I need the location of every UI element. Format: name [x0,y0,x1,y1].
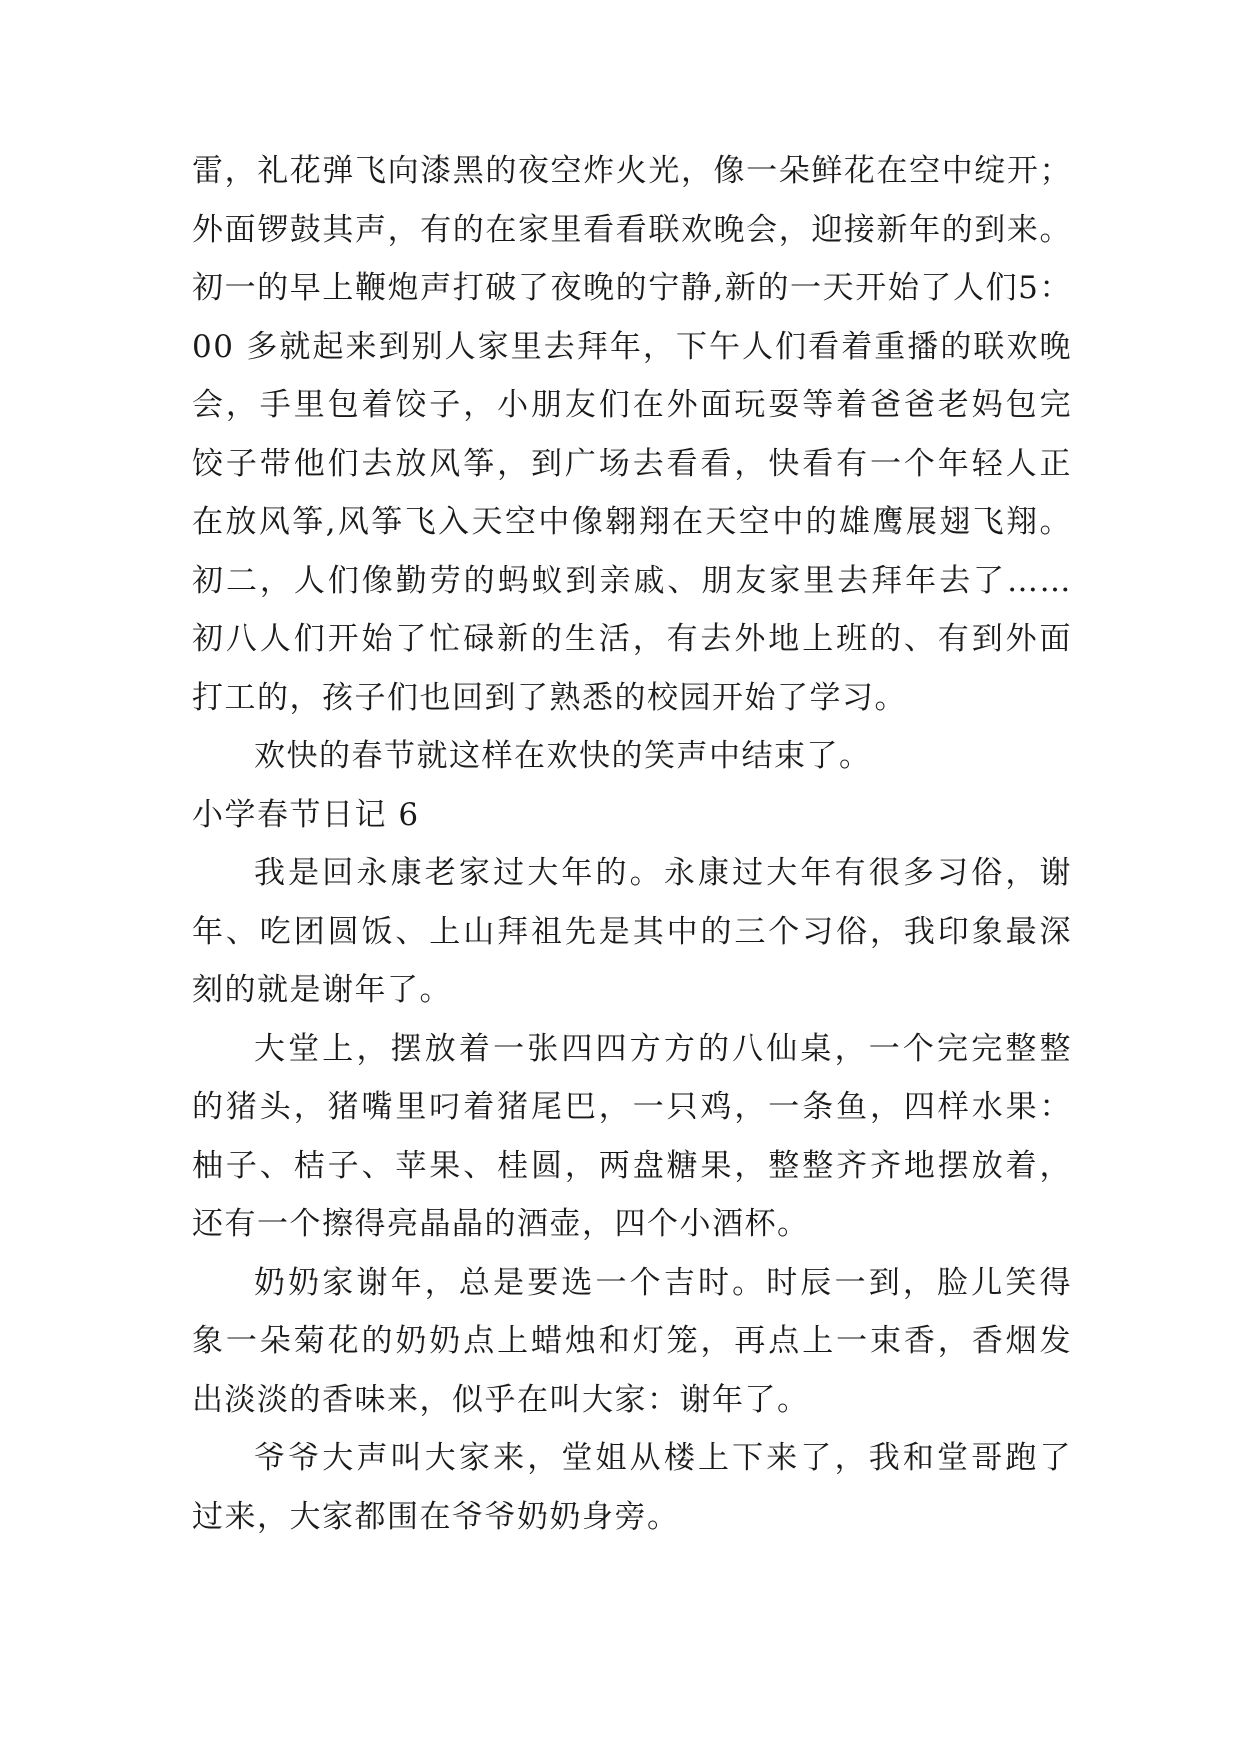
text-line: 外面锣鼓其声，有的在家里看看联欢晚会，迎接新年的到来。 [192,211,1072,248]
text-line: 奶奶家谢年，总是要选一个吉时。时辰一到，脸儿笑得 [254,1264,1072,1301]
text-line: 的猪头，猪嘴里叼着猪尾巴，一只鸡，一条鱼，四样水果： [192,1089,1072,1125]
text-line: 小学春节日记 6 [192,796,420,833]
text-line: 初八人们开始了忙碌新的生活，有去外地上班的、有到外面 [192,621,1072,657]
text-line: 柚子、桔子、苹果、桂圆，两盘糖果，整整齐齐地摆放着， [192,1147,1072,1184]
text-line: 我是回永康老家过大年的。永康过大年有很多习俗，谢 [254,855,1072,891]
text-line: 还有一个擦得亮晶晶的酒壶，四个小酒杯。 [192,1206,810,1242]
text-line: 初一的早上鞭炮声打破了夜晚的宁静,新的一天开始了人们5： [192,270,1072,306]
text-line: 大堂上，摆放着一张四四方方的八仙桌，一个完完整整 [254,1030,1072,1067]
text-line: 年、吃团圆饭、上山拜祖先是其中的三个习俗，我印象最深 [192,913,1072,950]
text-line: 过来，大家都围在爷爷奶奶身旁。 [192,1498,680,1535]
text-line: 在放风筝,风筝飞入天空中像翱翔在天空中的雄鹰展翅飞翔。 [192,504,1072,540]
text-line: 出淡淡的香味来，似乎在叫大家：谢年了。 [192,1381,810,1418]
text-line: 00 多就起来到别人家里去拜年，下午人们看着重播的联欢晚 [192,328,1072,365]
text-line: 雷，礼花弹飞向漆黑的夜空炸火光，像一朵鲜花在空中绽开； [192,153,1072,189]
text-line: 刻的就是谢年了。 [192,972,452,1008]
text-line: 爷爷大声叫大家来，堂姐从楼上下来了，我和堂哥跑了 [254,1440,1072,1476]
text-line: 初二，人们像勤劳的蚂蚁到亲戚、朋友家里去拜年去了…… [192,562,1072,599]
text-line: 象一朵菊花的奶奶点上蜡烛和灯笼，再点上一束香，香烟发 [192,1323,1072,1359]
text-line: 会，手里包着饺子，小朋友们在外面玩耍等着爸爸老妈包完 [192,387,1072,423]
document-body [192,142,1072,1546]
text-line: 欢快的春节就这样在欢快的笑声中结束了。 [254,738,872,774]
text-line: 饺子带他们去放风筝，到广场去看看，快看有一个年轻人正 [192,445,1072,482]
text-line: 打工的，孩子们也回到了熟悉的校园开始了学习。 [192,679,907,716]
